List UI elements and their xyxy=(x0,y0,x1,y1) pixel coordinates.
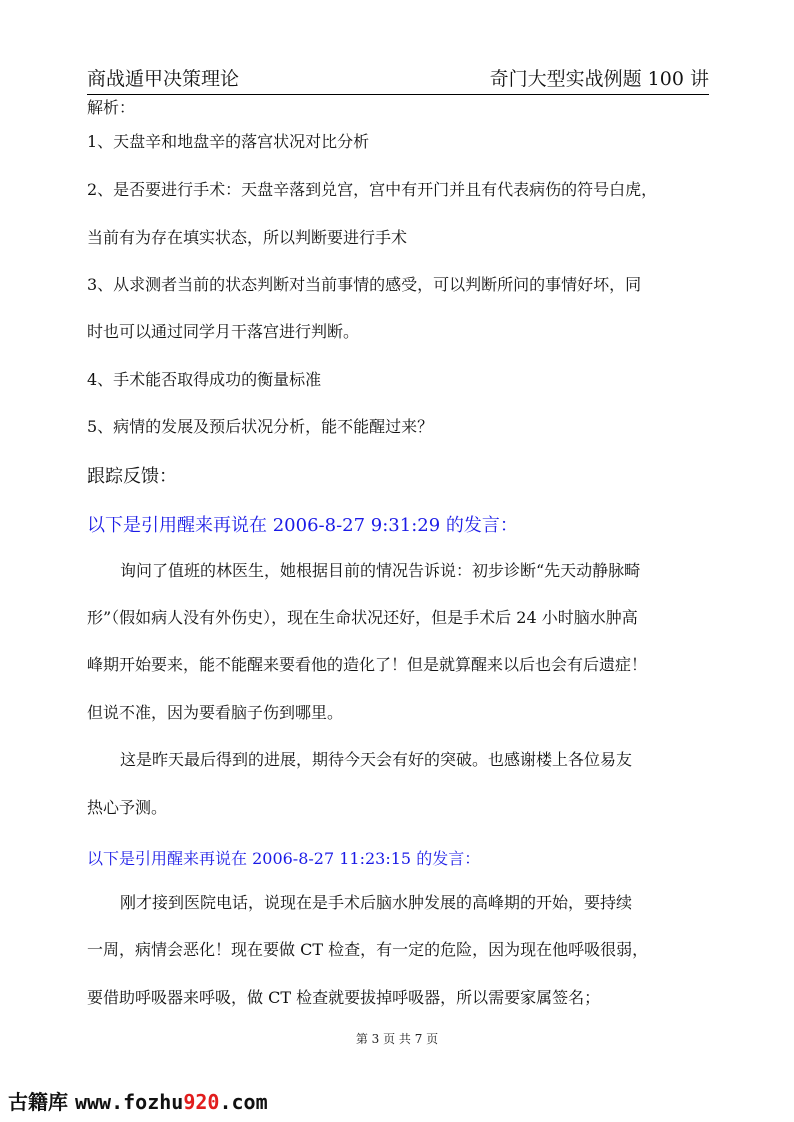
analysis-item: 5、病情的发展及预后状况分析，能不能醒过来？ xyxy=(87,417,434,436)
quote-header: 以下是引用醒来再说在 2006-8-27 11:23:15 的发言： xyxy=(87,849,481,868)
paragraph-line: 形”（假如病人没有外伤史），现在生命状况还好，但是手术后 24 小时脑水肿高 xyxy=(87,608,638,627)
watermark-prefix: www.fozhu xyxy=(74,1090,184,1114)
analysis-item: 3、从求测者当前的状态判断对当前事情的感受，可以判断所问的事情好坏，同 xyxy=(87,275,642,294)
analysis-item: 1、天盘辛和地盘辛的落宫状况对比分析 xyxy=(87,132,370,151)
analysis-label: 解析： xyxy=(87,98,136,117)
paragraph-line: 但说不准，因为要看脑子伤到哪里。 xyxy=(87,703,344,722)
feedback-heading: 跟踪反馈： xyxy=(87,466,177,487)
analysis-item: 时也可以通过同学月干落宫进行判断。 xyxy=(87,322,360,341)
analysis-item: 2、是否要进行手术：天盘辛落到兑宫，宫中有开门并且有代表病伤的符号白虎， xyxy=(87,180,658,199)
watermark-number: 920 xyxy=(183,1090,220,1114)
header-right-title: 奇门大型实战例题 100 讲 xyxy=(489,68,709,90)
page-header xyxy=(87,66,709,95)
site-watermark xyxy=(8,1086,268,1112)
analysis-item: 当前有为存在填实状态，所以判断要进行手术 xyxy=(87,228,408,247)
paragraph-line: 一周，病情会恶化！现在要做 CT 检查，有一定的危险，因为现在他呼吸很弱， xyxy=(87,940,649,959)
paragraph-line: 询问了值班的林医生，她根据目前的情况告诉说：初步诊断“先天动静脉畸 xyxy=(120,561,641,580)
paragraph-line: 热心予测。 xyxy=(87,798,168,817)
quote-header: 以下是引用醒来再说在 2006-8-27 9:31:29 的发言： xyxy=(87,515,518,536)
paragraph-line: 这是昨天最后得到的进展，期待今天会有好的突破。也感谢楼上各位易友 xyxy=(120,750,633,769)
header-left-title: 商战遁甲决策理论 xyxy=(87,68,240,90)
watermark-cn: 古籍库 xyxy=(8,1090,68,1114)
paragraph-line: 刚才接到医院电话，说现在是手术后脑水肿发展的高峰期的开始，要持续 xyxy=(120,893,633,912)
paragraph-line: 要借助呼吸器来呼吸，做 CT 检查就要拔掉呼吸器，所以需要家属签名； xyxy=(87,988,601,1007)
watermark-suffix: .com xyxy=(219,1090,268,1114)
page-number: 第 3 页 共 7 页 xyxy=(355,1032,439,1046)
paragraph-line: 峰期开始要来，能不能醒来要看他的造化了！但是就算醒来以后也会有后遗症！ xyxy=(87,655,648,674)
analysis-item: 4、手术能否取得成功的衡量标准 xyxy=(87,370,322,389)
